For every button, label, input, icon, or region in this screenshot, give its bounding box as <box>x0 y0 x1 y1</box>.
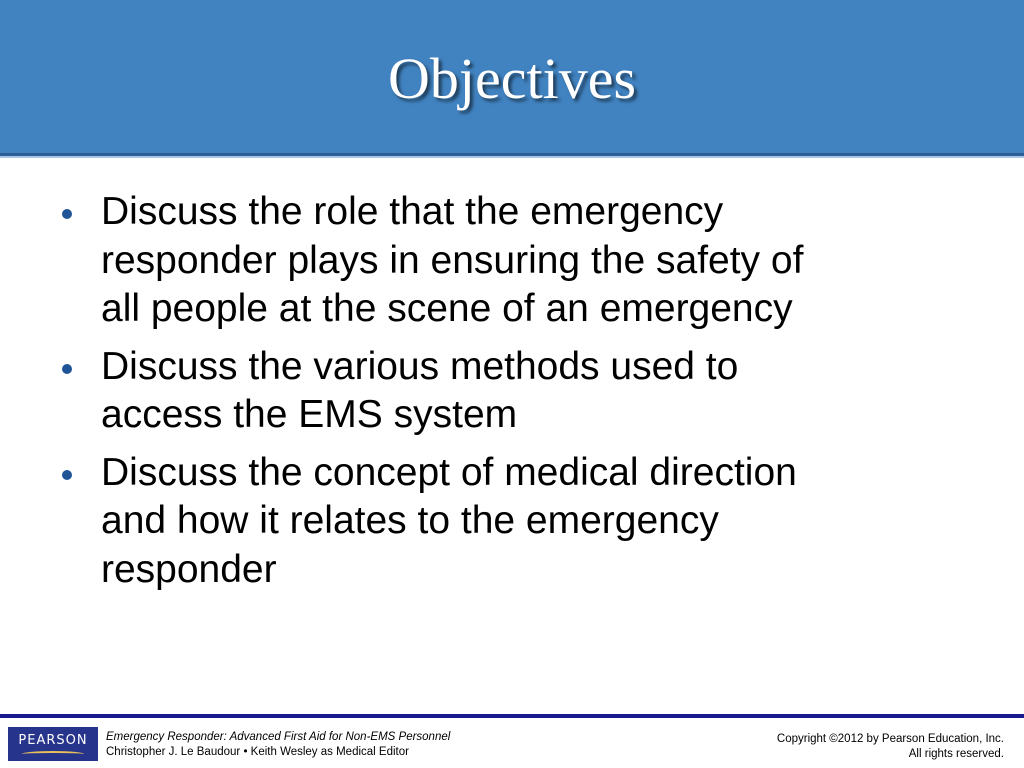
bullet-line: Discuss the concept of medical direction <box>101 450 797 494</box>
title-bar <box>0 0 1024 156</box>
bullet-line: access the EMS system <box>101 393 518 436</box>
bullet-line: and how it relates to the emergency <box>101 499 719 542</box>
bullet-line: responder <box>101 547 277 591</box>
bullet-item <box>58 449 958 595</box>
bullet-icon <box>62 470 72 480</box>
bullet-icon <box>62 364 72 374</box>
bullet-item <box>58 188 958 334</box>
bullet-line: all people at the scene of an emergency <box>101 287 793 330</box>
pearson-logo <box>8 727 98 761</box>
authors: Christopher J. Le Baudour • Keith Wesley as Medical Editor <box>106 746 409 758</box>
book-title: Emergency Responder: Advanced First Aid for Non-EMS Personnel <box>106 731 451 743</box>
bullet-item <box>58 343 958 440</box>
bullet-line: Discuss the various methods used to <box>101 344 739 388</box>
footer-divider <box>0 714 1024 718</box>
copyright-text: Copyright ©2012 by Pearson Education, Inc. <box>776 733 1004 745</box>
slide-title: Objectives <box>387 46 637 111</box>
bullet-icon <box>62 209 72 219</box>
objectives-list <box>58 188 958 603</box>
bullet-line: Discuss the role that the emergency <box>101 190 724 233</box>
footer-credits <box>106 730 450 760</box>
logo-swoosh-icon <box>22 751 84 757</box>
footer-copyright <box>777 732 1004 761</box>
bullet-line: responder plays in ensuring the safety of <box>101 238 804 282</box>
logo-text: PEARSON <box>18 733 88 748</box>
rights-text: All rights reserved. <box>908 747 1004 760</box>
